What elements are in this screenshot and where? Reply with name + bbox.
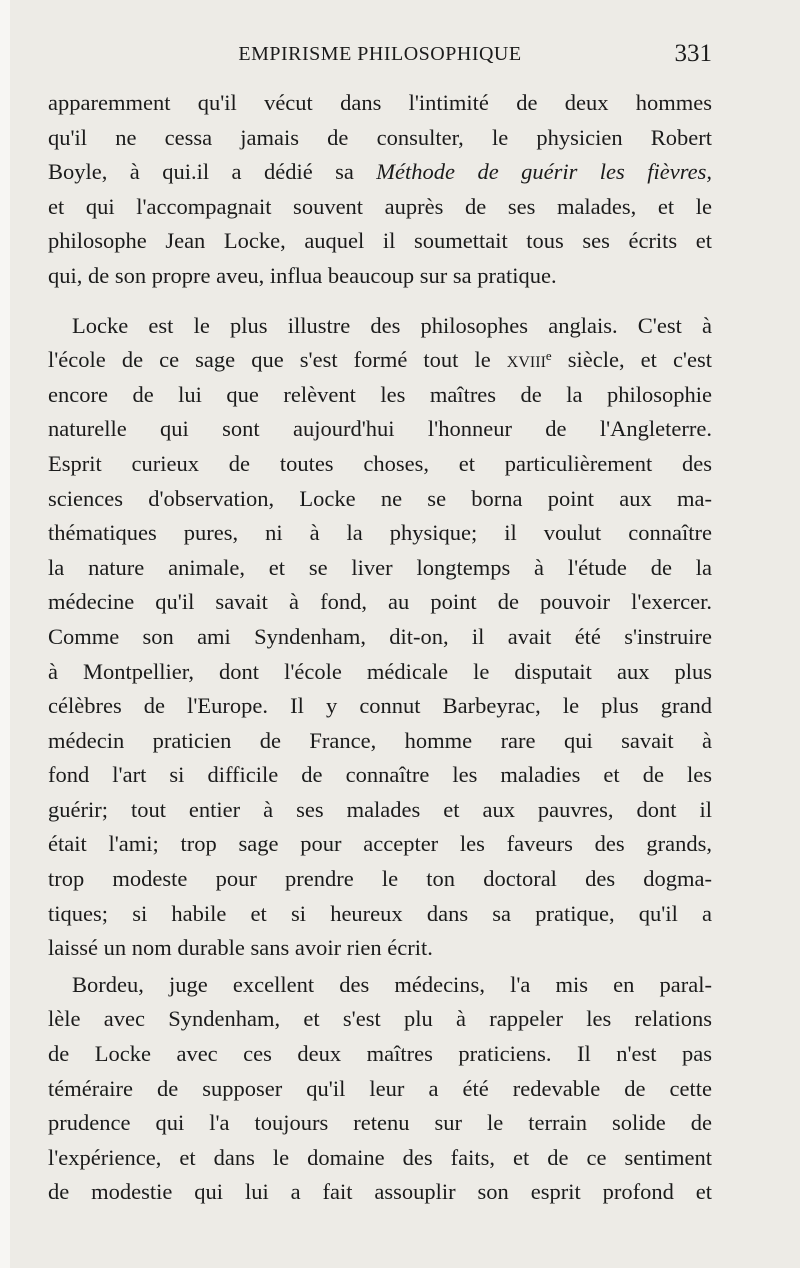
text-line: sciences d'observation, Locke ne se borna point aux ma-	[48, 485, 712, 511]
text-span: Locke est le plus illustre des philosophes anglais. C'est à	[72, 312, 712, 338]
text-line: téméraire de supposer qu'il leur a été redevable de cette	[48, 1075, 712, 1101]
text-line: de modestie qui lui a fait assouplir son esprit profond et	[48, 1179, 712, 1205]
text-line	[48, 309, 712, 344]
paragraph-1	[48, 86, 712, 294]
text-line: de Locke avec ces deux maîtres praticiens. Il n'est pas	[48, 1041, 712, 1067]
text-line: médecin praticien de France, homme rare qui savait à	[48, 727, 712, 753]
text-span: Boyle, à qui.il a dédié sa	[48, 159, 377, 185]
text-line: guérir; tout entier à ses malades et aux pauvres, dont il	[48, 796, 712, 822]
text-line: qui, de son propre aveu, influa beaucoup sur sa pratique.	[48, 262, 557, 288]
text-line: Esprit curieux de toutes choses, et particulièrement des	[48, 450, 712, 476]
text-line: encore de lui que relèvent les maîtres de la philosophie	[48, 381, 712, 407]
text-span: Bordeu, juge excellent des médecins, l'a mis en paral-	[72, 971, 712, 997]
page-body	[48, 86, 712, 1210]
text-line: était l'ami; trop sage pour accepter les faveurs des grands,	[48, 831, 712, 857]
text-line: médecine qu'il savait à fond, au point de pouvoir l'exercer.	[48, 589, 712, 615]
text-line	[48, 343, 712, 378]
text-span: siècle, et c'est	[551, 347, 712, 373]
text-line: l'expérience, et dans le domaine des faits, et de ce sentiment	[48, 1144, 712, 1170]
text-line: philosophe Jean Locke, auquel il soumettait tous ses écrits et	[48, 228, 712, 254]
text-line: la nature animale, et se liver longtemps à l'étude de la	[48, 554, 712, 580]
paragraph-3	[48, 968, 712, 1210]
book-title-italic: Méthode de guérir les fièvres,	[376, 159, 712, 185]
text-line	[48, 968, 712, 1003]
century-numeral: xviii	[506, 347, 546, 373]
text-line: naturelle qui sont aujourd'hui l'honneur de l'Angleterre.	[48, 416, 712, 442]
text-line: lèle avec Syndenham, et s'est plu à rappeler les relations	[48, 1006, 712, 1032]
text-line: prudence qui l'a toujours retenu sur le terrain solide de	[48, 1110, 712, 1136]
page-number: 331	[674, 40, 712, 67]
text-line: et qui l'accompagnait souvent auprès de ses malades, et le	[48, 193, 712, 219]
text-line: fond l'art si difficile de connaître les maladies et de les	[48, 762, 712, 788]
text-line: tiques; si habile et si heureux dans sa pratique, qu'il a	[48, 900, 712, 926]
text-line: laissé un nom durable sans avoir rien écrit.	[48, 935, 433, 961]
page-edge	[0, 0, 10, 1268]
paragraph-gap	[48, 294, 712, 309]
text-line: thématiques pures, ni à la physique; il voulut connaître	[48, 520, 712, 546]
text-line	[48, 155, 712, 190]
text-line: Comme son ami Syndenham, dit-on, il avait été s'instruire	[48, 623, 712, 649]
text-line: trop modeste pour prendre le ton doctoral des dogma-	[48, 866, 712, 892]
century-superscript: e	[545, 348, 552, 364]
text-span: l'école de ce sage que s'est formé tout le	[48, 347, 507, 373]
page-header	[48, 40, 712, 70]
running-title: EMPIRISME PHILOSOPHIQUE	[238, 43, 522, 65]
text-line: célèbres de l'Europe. Il y connut Barbeyrac, le plus grand	[48, 693, 712, 719]
text-line: à Montpellier, dont l'école médicale le disputait aux plus	[48, 658, 712, 684]
text-line: apparemment qu'il vécut dans l'intimité de deux hommes	[48, 90, 712, 115]
text-line: qu'il ne cessa jamais de consulter, le physicien Robert	[48, 124, 712, 150]
paragraph-2	[48, 309, 712, 966]
